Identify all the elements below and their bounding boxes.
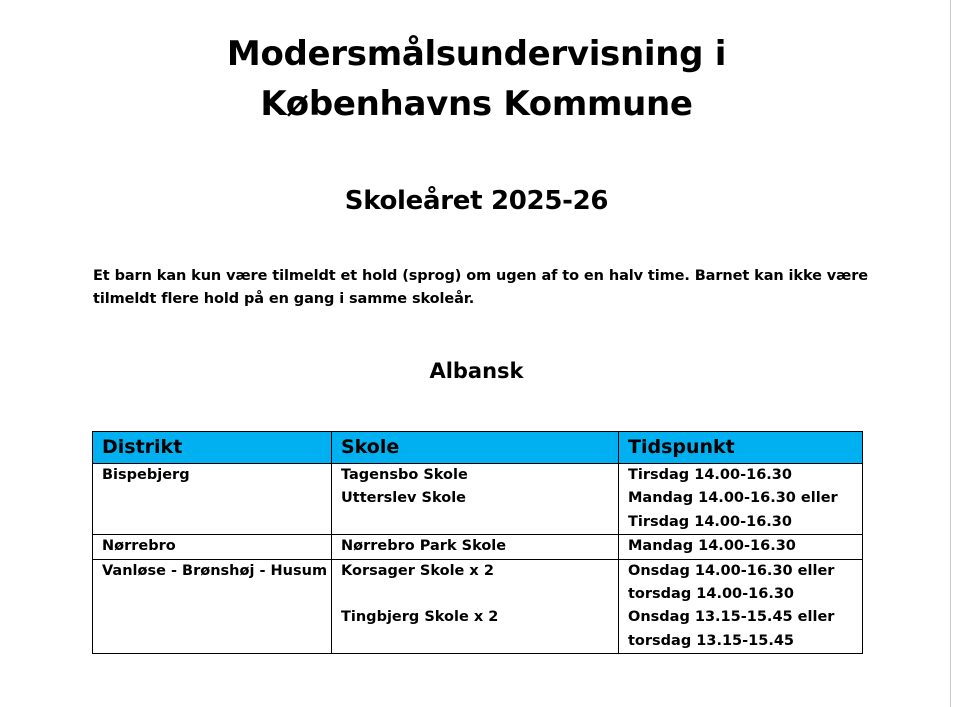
intro-line-1: Et barn kan kun være tilmeldt et hold (sprog) om ugen af to en halv time. Barnet kan ikke være: [93, 268, 869, 284]
intro-line-2: tilmeldt flere hold på en gang i samme skoleår.: [93, 291, 475, 307]
skole-line: [341, 583, 618, 606]
tidspunkt-line: Onsdag 13.15-15.45 eller: [628, 609, 835, 626]
table-row: [93, 535, 863, 559]
skole-line: Utterslev Skole: [341, 490, 467, 507]
cell-tidspunkt: [619, 464, 863, 535]
distrikt-text: Bispebjerg: [102, 467, 190, 483]
skole-line: Tagensbo Skole: [341, 467, 468, 483]
title-line-1: Modersmålsundervisning i: [226, 34, 727, 74]
cell-distrikt: [93, 535, 332, 559]
distrikt-text: Vanløse - Brønshøj - Husum: [102, 562, 328, 579]
schedule-table: [92, 431, 863, 654]
skole-line: Tingbjerg Skole x 2: [341, 609, 499, 626]
header-tidspunkt: Tidspunkt: [619, 432, 863, 464]
language-heading: Albansk: [429, 359, 524, 383]
skole-line: [341, 630, 618, 653]
table-header-row: [93, 432, 863, 464]
skole-line: Nørrebro Park Skole: [341, 538, 507, 555]
skole-line: Korsager Skole x 2: [341, 562, 494, 579]
cell-skole: [332, 464, 619, 535]
cell-tidspunkt: [619, 559, 863, 654]
table-row: [93, 464, 863, 535]
tidspunkt-line: torsdag 14.00-16.30: [628, 585, 795, 602]
cell-tidspunkt: [619, 535, 863, 559]
header-skole: Skole: [332, 432, 619, 464]
tidspunkt-line: Onsdag 14.00-16.30 eller: [628, 562, 835, 579]
tidspunkt-line: torsdag 13.15-15.45: [628, 632, 795, 649]
cell-distrikt: [93, 464, 332, 535]
table-row: [93, 559, 863, 654]
title-line-2: Københavns Kommune: [260, 84, 693, 124]
tidspunkt-line: Mandag 14.00-16.30 eller: [628, 490, 838, 507]
tidspunkt-line: Mandag 14.00-16.30: [628, 538, 796, 555]
tidspunkt-line: Tirsdag 14.00-16.30: [628, 467, 792, 483]
tidspunkt-line: Tirsdag 14.00-16.30: [628, 513, 792, 530]
cell-skole: [332, 559, 619, 654]
cell-skole: [332, 535, 619, 559]
distrikt-text: Nørrebro: [102, 538, 176, 555]
cell-distrikt: [93, 559, 332, 654]
header-distrikt: Distrikt: [93, 432, 332, 464]
intro-paragraph: [93, 265, 873, 311]
skole-line: [341, 511, 618, 534]
school-year-heading: Skoleåret 2025-26: [344, 186, 609, 216]
page-title: [0, 29, 953, 129]
